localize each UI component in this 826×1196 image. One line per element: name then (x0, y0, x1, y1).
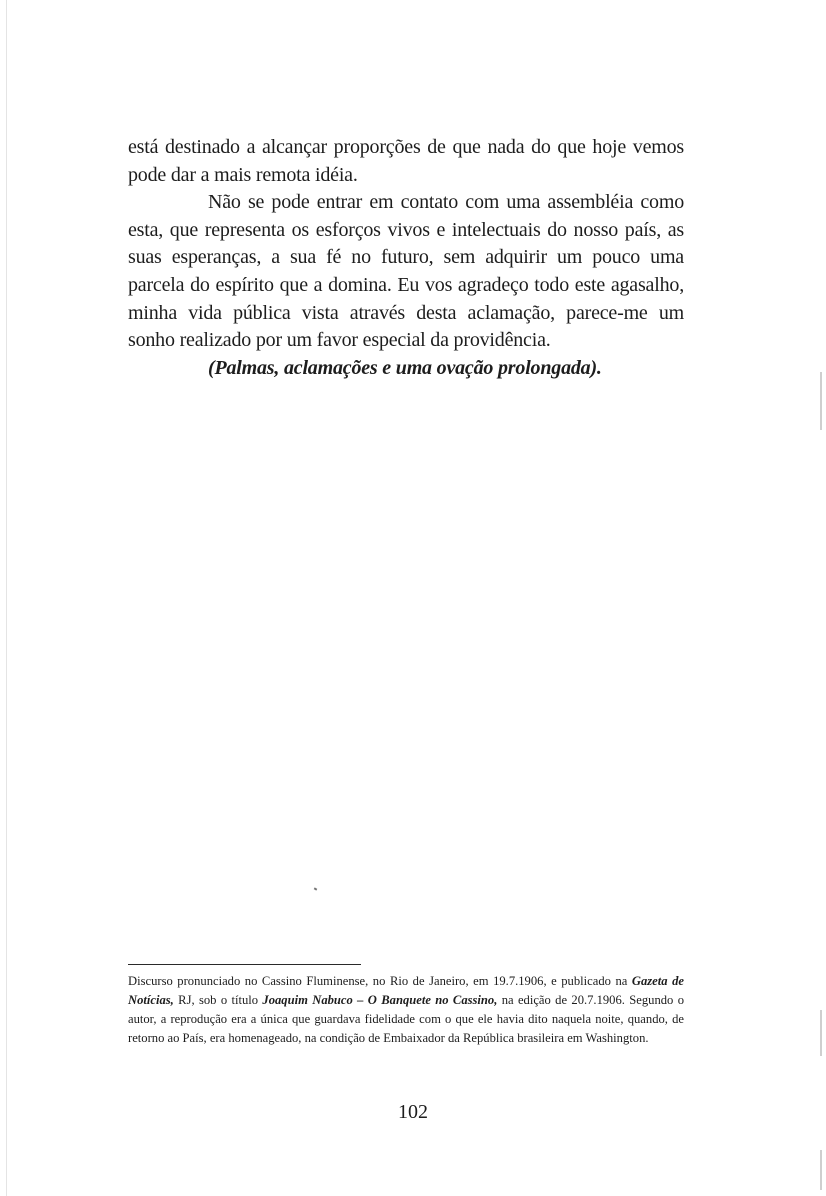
speech-paragraph-2 (128, 189, 684, 382)
footnote-text-2: RJ, sob o título (173, 993, 263, 1007)
page-right-edge-mark (820, 372, 822, 430)
page-right-edge-mark (820, 1150, 822, 1190)
footnote-text-3: na edição de 20.7.1906. Segundo o autor, a reprodução era a única que guardava fidelidade com o que ele havia dito naquela noite, quando, de retorno ao País, era homenageado, na condição de Embaixador da República brasileira em Washington. (128, 993, 684, 1045)
speech-paragraph-1: está destinado a alcançar proporções de que nada do que hoje vemos pode dar a mais remota idéia. (128, 136, 684, 186)
page-number: 102 (398, 1101, 428, 1123)
footnote-text-1: Discurso pronunciado no Cassino Fluminense, no Rio de Janeiro, em 19.7.1906, e publicado na (128, 974, 632, 988)
page-right-edge-mark (820, 1010, 822, 1056)
speech-body (128, 134, 684, 382)
speech-paragraph-2-text: Não se pode entrar em contato com uma assembléia como esta, que representa os esforços vivos e intelectuais do nosso país, as suas esperanças, a sua fé no futuro, sem adquirir um pouco uma parcela do espírito que a domina. Eu vos agradeço todo este agasalho, minha vida pública vista através desta aclamação, parece-me um sonho realizado por um favor especial da providência. (128, 191, 684, 352)
stage-direction: (Palmas, aclamações e uma ovação prolongada). (208, 356, 602, 379)
scan-speck (314, 887, 318, 890)
footnote (128, 972, 684, 1048)
page-left-edge (6, 0, 7, 1196)
footnote-separator (128, 964, 361, 965)
footnote-headline: Joaquim Nabuco – O Banquete no Cassino, (262, 993, 498, 1007)
footnote-newspaper: Gazeta de Notícias, (128, 974, 684, 1007)
